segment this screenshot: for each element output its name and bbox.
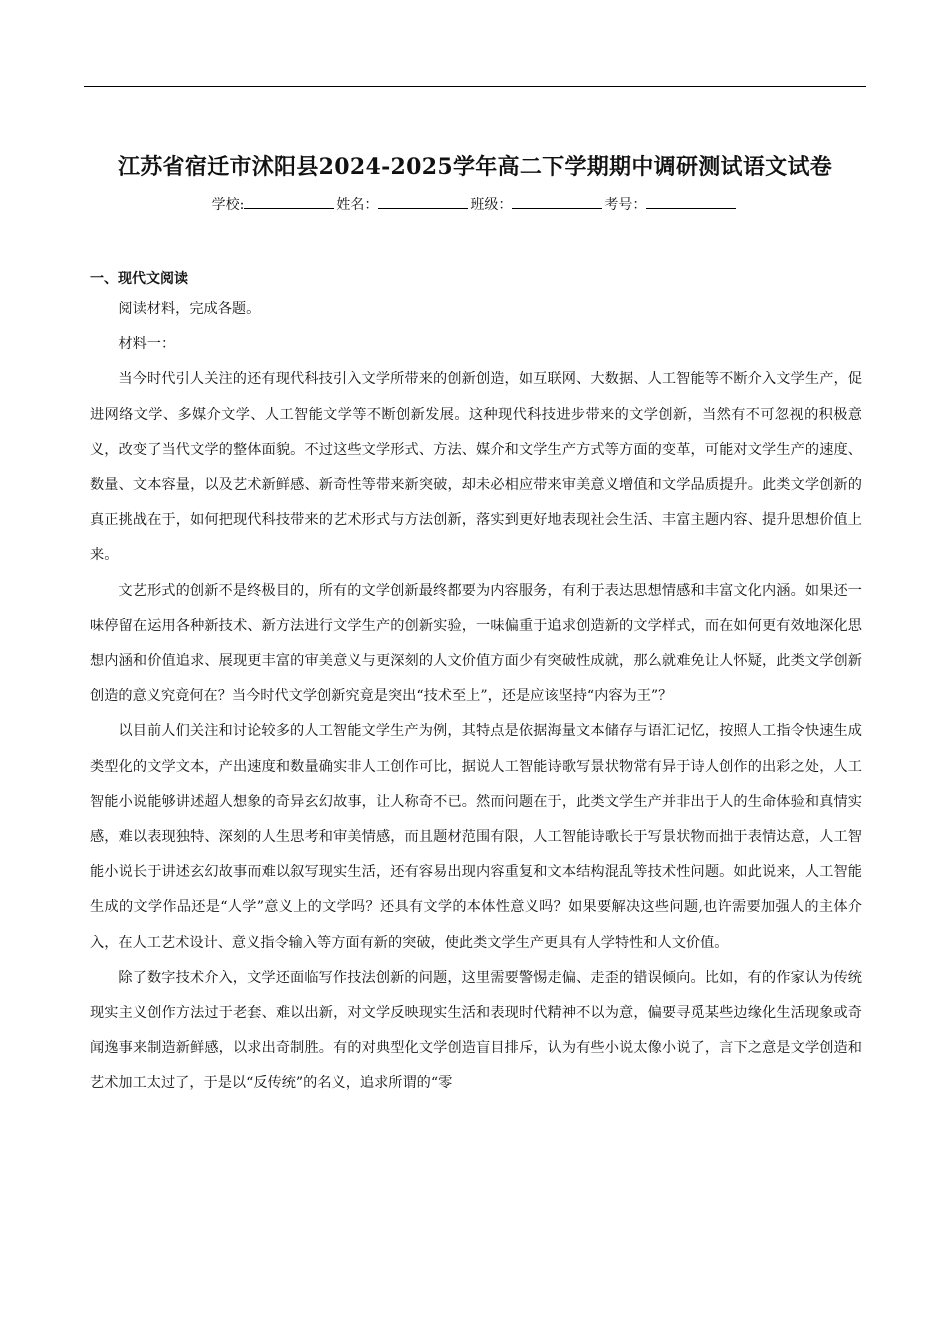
- material-label: 材料一：: [118, 336, 176, 353]
- exam-title: 江苏省宿迁市沭阳县2024-2025学年高二下学期期中调研测试语文试卷: [117, 154, 833, 180]
- header-rule: [84, 86, 866, 87]
- passage-paragraph: 除了数字技术介入，文学还面临写作技法创新的问题，这里需要警惕走偏、走歪的错误倾向。比如，有的作家认为传统现实主义创作方法过于老套、难以出新，对文学反映现实生活和表现时代精神不以为意，偏要寻觅某些边缘化生活现象或奇闻逸事来制造新鲜感，以求出奇制胜。有的对典型化文学创造盲目排斥，认为有些小说太像小说了，言下之意是文学创造和艺术加工太过了，于是以“反传统”的名义，追求所谓的“零: [90, 969, 862, 1092]
- passage-paragraph: 以目前人们关注和讨论较多的人工智能文学生产为例，其特点是依据海量文本储存与语汇记忆，按照人工指令快速生成类型化的文学文本，产出速度和数量确实非人工创作可比，据说人工智能诗歌写景状物常有异于诗人创作的出彩之处，人工智能小说能够讲述超人想象的奇异玄幻故事，让人称奇不已。然而问题在于，此类文学生产并非出于人的生命体验和真情实感，难以表现独特、深刻的人生思考和审美情感，而且题材范围有限，人工智能诗歌长于写景状物而拙于表情达意，人工智能小说长于讲述玄幻故事而难以叙写现实生活，还有容易出现内容重复和文本结构混乱等技术性问题。如此说来，人工智能生成的文学作品还是“人学”意义上的文学吗？还具有文学的本体性意义吗？如果要解决这些问题,也许需要加强人的主体介入，在人工艺术设计、意义指令输入等方面有新的突破，使此类文学生产更具有人学特性和人文价值。: [90, 723, 862, 951]
- class-blank[interactable]: [512, 194, 602, 209]
- class-label: 班级：: [470, 197, 513, 213]
- name-blank[interactable]: [378, 194, 468, 209]
- passage-paragraph: 文艺形式的创新不是终极目的，所有的文学创新最终都要为内容服务，有利于表达思想情感和丰富文化内涵。如果还一味停留在运用各种新技术、新方法进行文学生产的创新实验，一味偏重于追求创造新的文学样式，而在如何更有效地深化思想内涵和价值追求、展现更丰富的审美意义与更深刻的人文价值方面少有突破性成就，那么就难免让人怀疑，此类文学创新创造的意义究竟何在？当今时代文学创新究竟是突出“技术至上”，还是应该坚持“内容为王”？: [90, 582, 862, 705]
- instruction-text: 阅读材料，完成各题。: [118, 301, 261, 317]
- name-label: 姓名：: [336, 197, 379, 213]
- exam-number-label: 考号：: [604, 197, 647, 213]
- section-heading: 一、现代文阅读: [90, 271, 188, 287]
- exam-number-blank[interactable]: [646, 194, 736, 209]
- school-blank[interactable]: [244, 194, 334, 209]
- passage-paragraph: 当今时代引人关注的还有现代科技引入文学所带来的创新创造，如互联网、大数据、人工智能等不断介入文学生产，促进网络文学、多媒介文学、人工智能文学等不断创新发展。这种现代科技进步带来的文学创新，当然有不可忽视的积极意义，改变了当代文学的整体面貌。不过这些文学形式、方法、媒介和文学生产方式等方面的变革，可能对文学生产的速度、数量、文本容量，以及艺术新鲜感、新奇性等带来新突破，却未必相应带来审美意义增值和文学品质提升。此类文学创新的真正挑战在于，如何把现代科技带来的艺术形式与方法创新，落实到更好地表现社会生活、丰富主题内容、提升思想价值上来。: [90, 371, 862, 564]
- school-label: 学校:: [211, 197, 245, 213]
- reading-passage: [90, 292, 862, 1102]
- student-info-line: [0, 194, 950, 214]
